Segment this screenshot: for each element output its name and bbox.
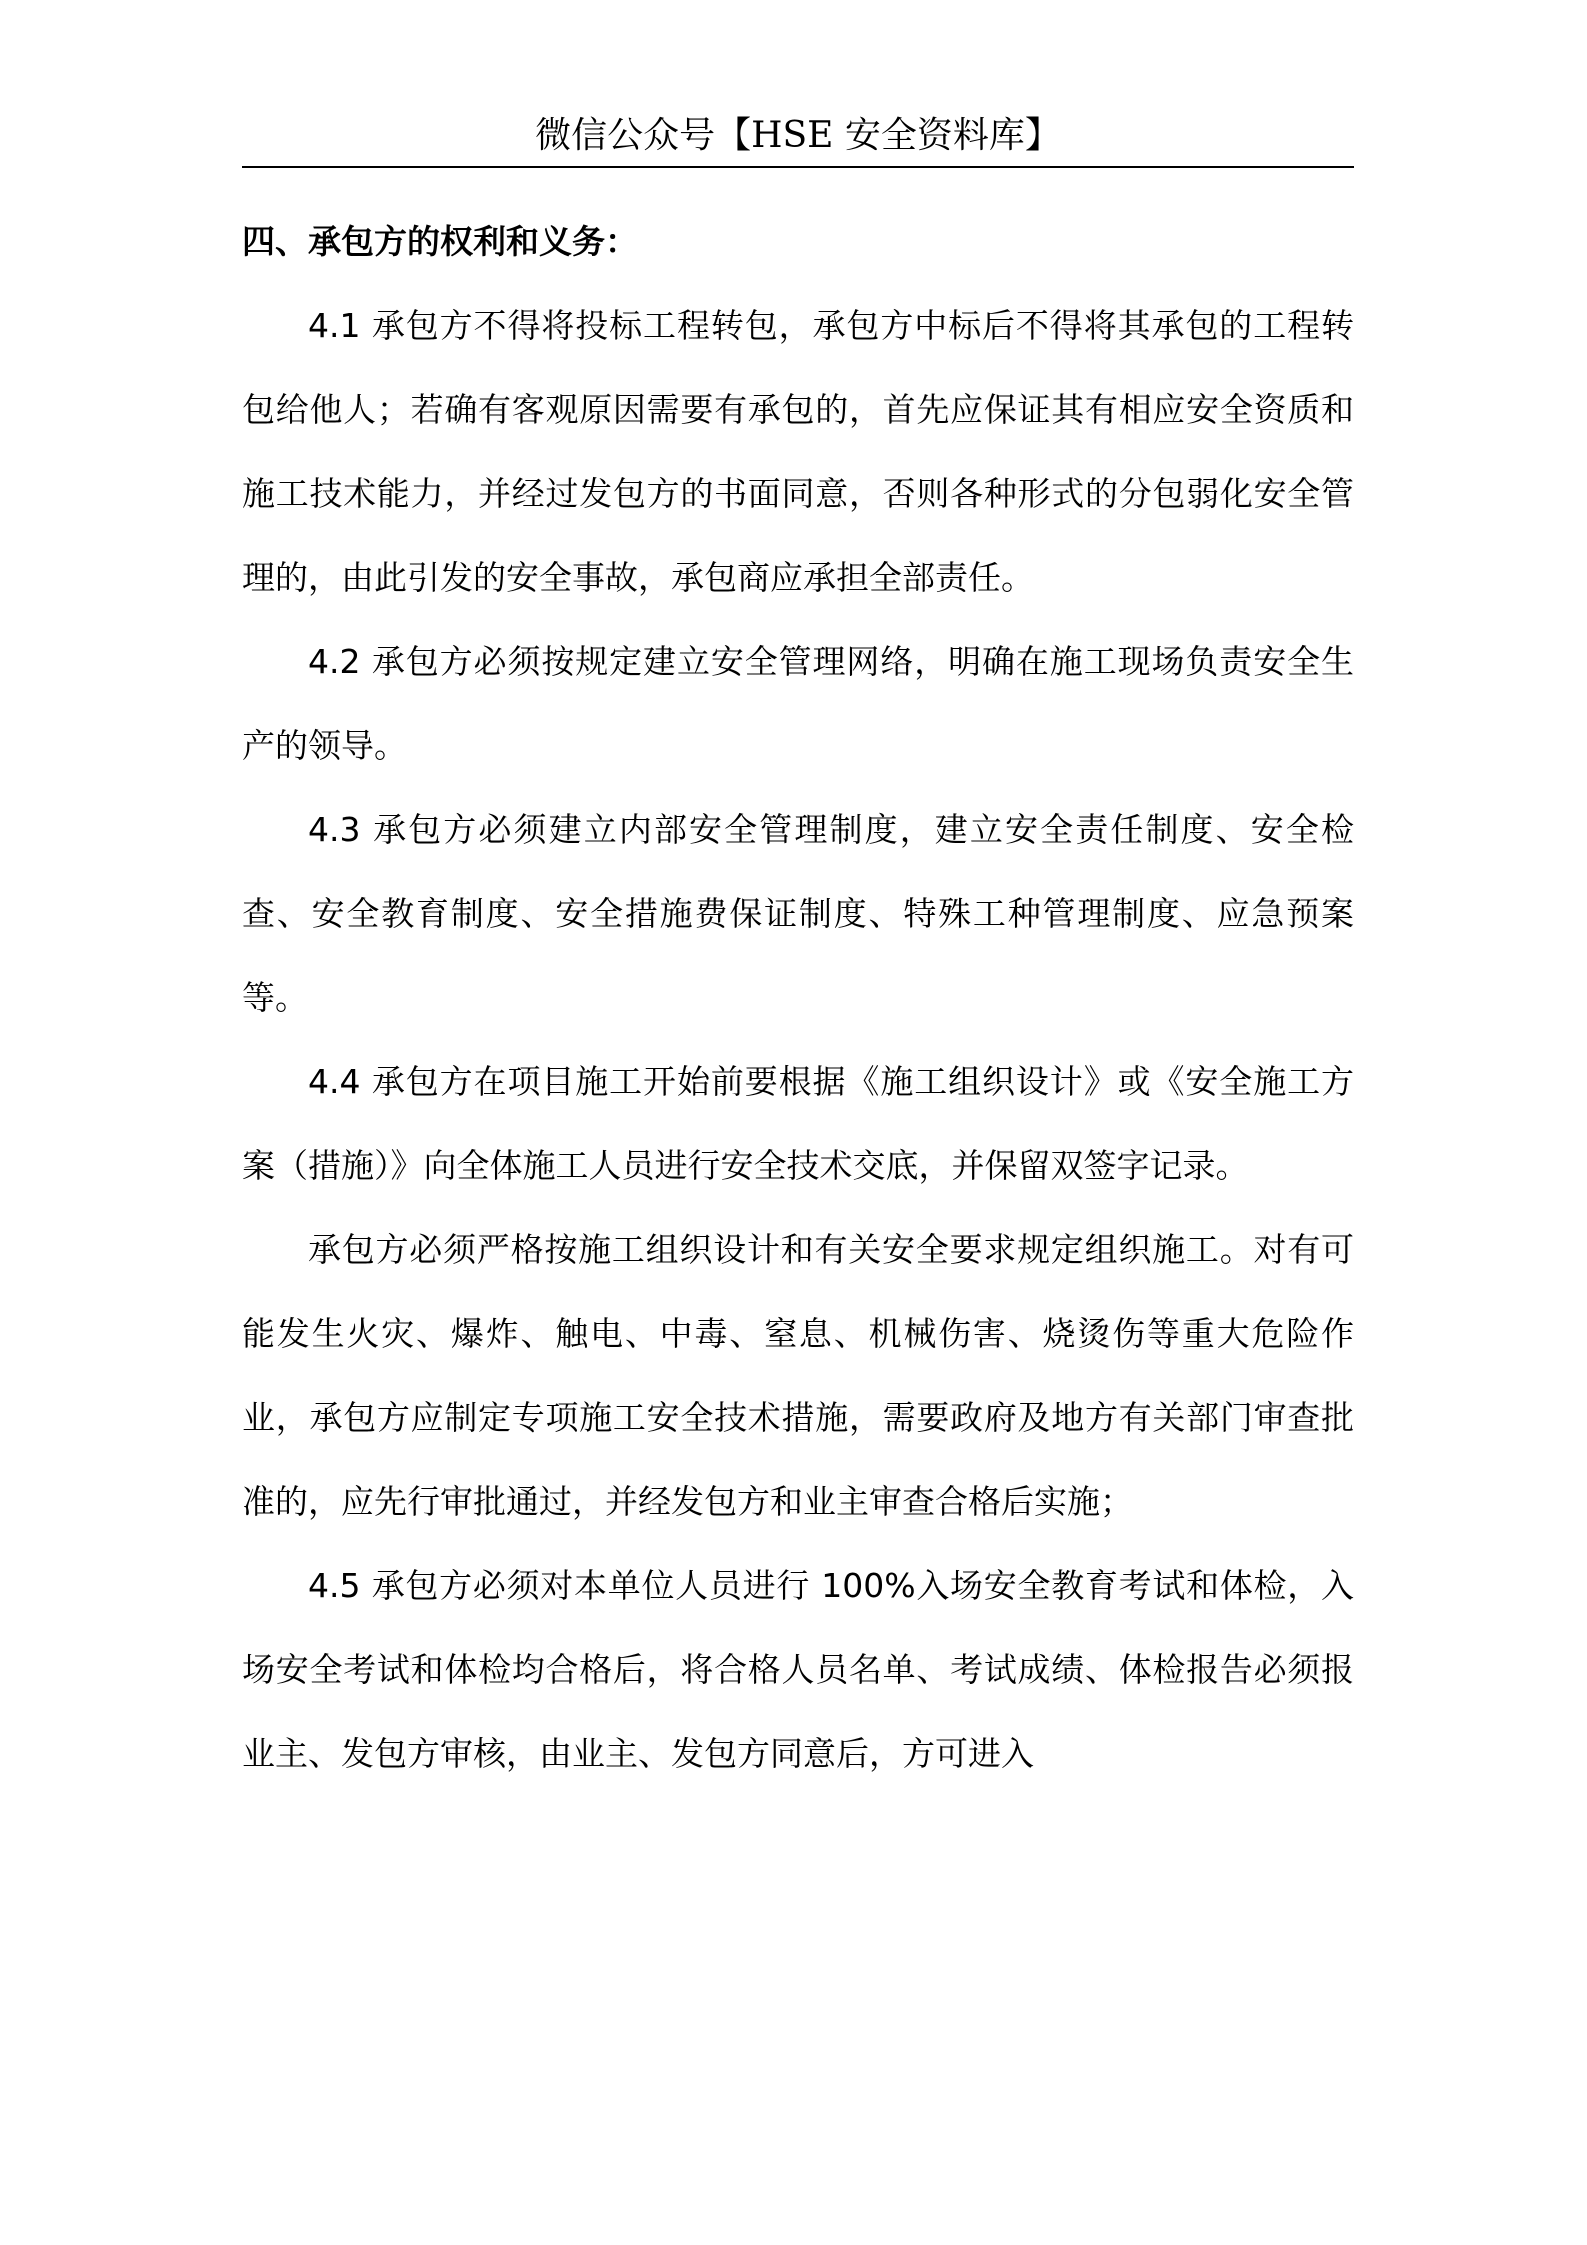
paragraph-4-3: 4.3 承包方必须建立内部安全管理制度，建立安全责任制度、安全检查、安全教育制度、安全措施费保证制度、特殊工种管理制度、应急预案等。 — [242, 810, 1354, 1017]
paragraph-4-2: 4.2 承包方必须按规定建立安全管理网络，明确在施工现场负责安全生产的领导。 — [242, 642, 1354, 765]
section-heading: 四、承包方的权利和义务： — [242, 222, 638, 261]
paragraph-4-5: 4.5 承包方必须对本单位人员进行 100%入场安全教育考试和体检，入场安全考试和体检均合格后，将合格人员名单、考试成绩、体检报告必须报业主、发包方审核，由业主、发包方同意后，方可进入 — [242, 1566, 1354, 1773]
paragraph-4-4: 4.4 承包方在项目施工开始前要根据《施工组织设计》或《安全施工方案（措施）》向全体施工人员进行安全技术交底，并保留双签字记录。 — [242, 1062, 1354, 1185]
paragraph-4-1: 4.1 承包方不得将投标工程转包，承包方中标后不得将其承包的工程转包给他人；若确有客观原因需要有承包的，首先应保证其有相应安全资质和施工技术能力，并经过发包方的书面同意，否则各种形式的分包弱化安全管理的，由此引发的安全事故，承包商应承担全部责任。 — [242, 306, 1354, 597]
header-divider — [242, 166, 1354, 168]
paragraph-construction-requirements: 承包方必须严格按施工组织设计和有关安全要求规定组织施工。对有可能发生火灾、爆炸、触电、中毒、窒息、机械伤害、烧烫伤等重大危险作业，承包方应制定专项施工安全技术措施，需要政府及地方有关部门审查批准的，应先行审批通过，并经发包方和业主审查合格后实施； — [242, 1230, 1354, 1521]
page-header-title: 微信公众号【HSE 安全资料库】 — [535, 115, 1061, 156]
document-body — [242, 200, 1354, 1796]
